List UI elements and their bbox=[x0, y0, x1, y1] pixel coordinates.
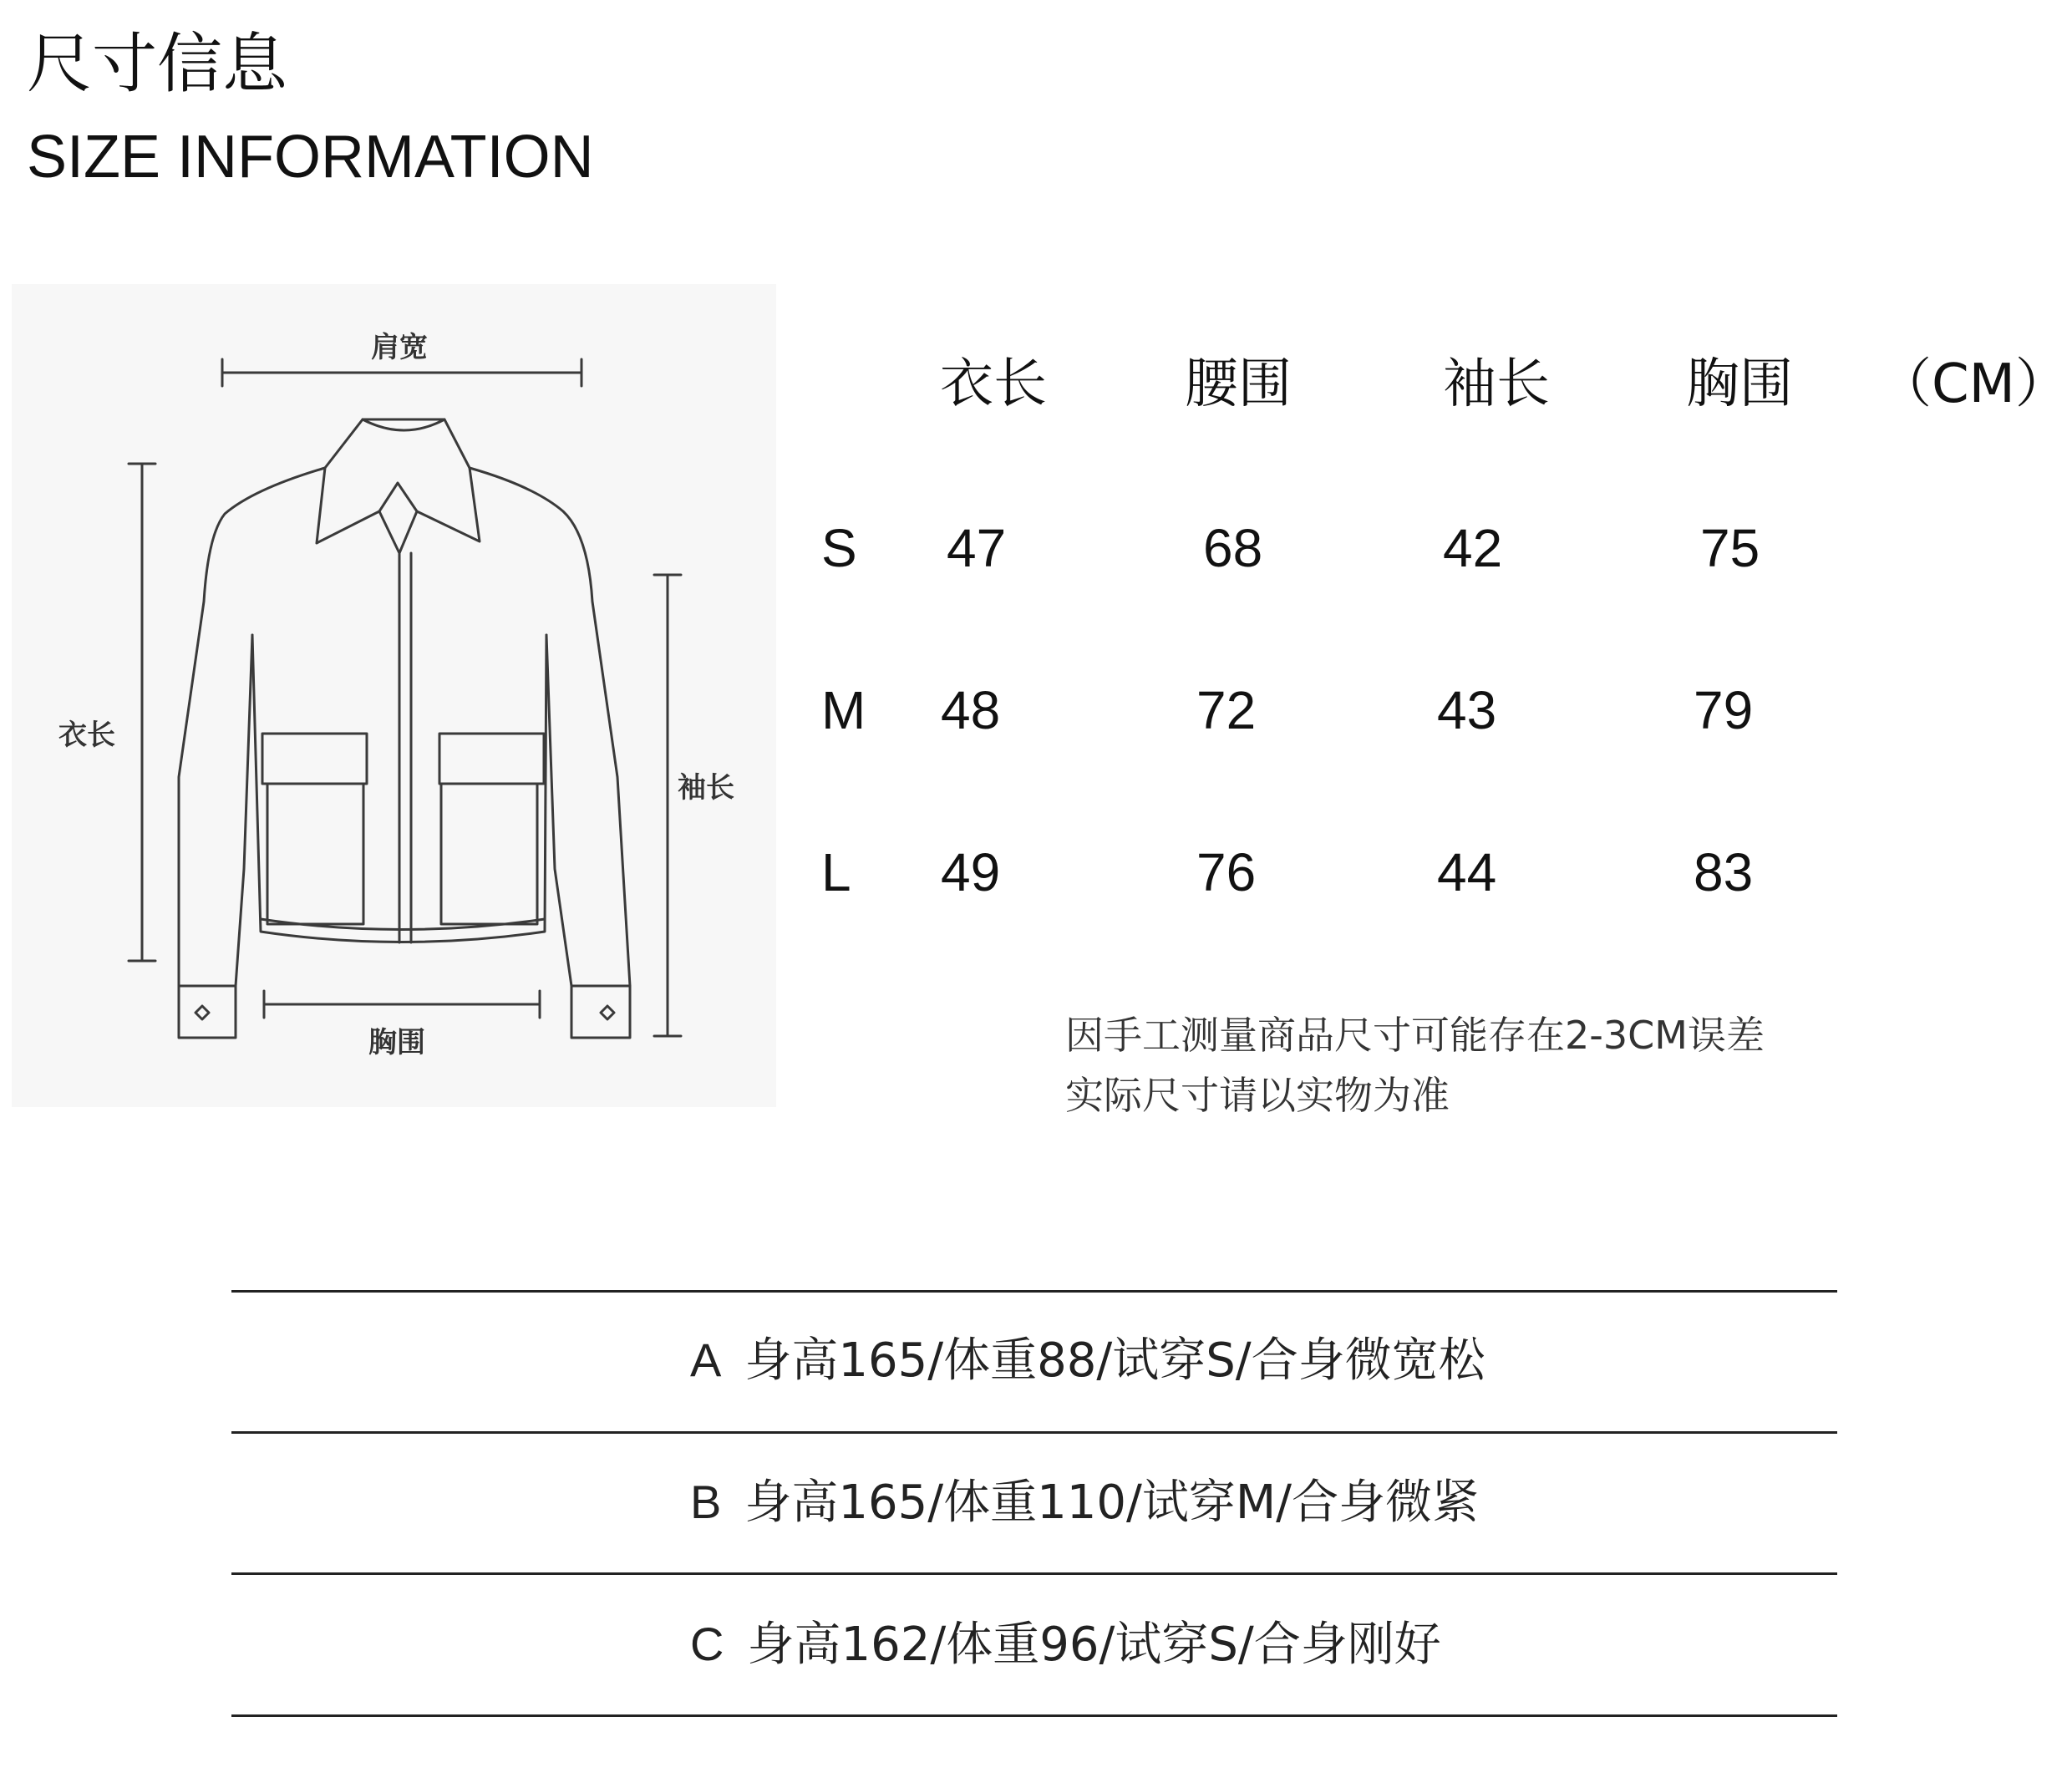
column-header-chest: 胸围 bbox=[1686, 353, 1793, 415]
fitting-letter: A bbox=[690, 1333, 722, 1386]
measurement-note-line2: 实际尺寸请以实物为准 bbox=[1065, 1073, 1450, 1118]
fitting-letter: C bbox=[690, 1618, 724, 1670]
table-cell: 83 bbox=[1694, 842, 1754, 902]
unit-label: （CM） bbox=[1878, 353, 2069, 415]
diagram-label-chest: 胸围 bbox=[368, 1026, 425, 1059]
table-cell: 72 bbox=[1196, 680, 1257, 740]
fitting-item-b bbox=[690, 1476, 1480, 1530]
page-title-en: SIZE INFORMATION bbox=[27, 124, 594, 190]
table-cell: 68 bbox=[1203, 518, 1263, 578]
measurement-note-line1: 因手工测量商品尺寸可能存在2-3CM误差 bbox=[1065, 1013, 1765, 1058]
fitting-item-a bbox=[690, 1333, 1485, 1388]
column-header-waist: 腰围 bbox=[1185, 353, 1292, 415]
fitting-text: 身高162/体重96/试穿S/合身刚好 bbox=[747, 1618, 1441, 1672]
table-cell: 48 bbox=[941, 680, 1001, 740]
table-cell: 47 bbox=[947, 518, 1007, 578]
sleeve-dimension-line bbox=[654, 575, 681, 1036]
fitting-item-c bbox=[690, 1618, 1441, 1672]
size-label-l: L bbox=[821, 842, 851, 902]
jacket-sketch bbox=[12, 284, 776, 1107]
column-header-sleeve: 袖长 bbox=[1443, 353, 1550, 415]
fitting-text: 身高165/体重88/试穿S/合身微宽松 bbox=[744, 1333, 1485, 1388]
diagram-label-length: 衣长 bbox=[58, 719, 115, 752]
table-cell: 79 bbox=[1694, 680, 1754, 740]
length-dimension-line bbox=[129, 464, 155, 961]
divider bbox=[231, 1431, 1837, 1434]
page-title-cn: 尺寸信息 bbox=[27, 27, 288, 102]
divider bbox=[231, 1572, 1837, 1575]
jacket-outline bbox=[179, 419, 630, 1038]
table-cell: 75 bbox=[1700, 518, 1760, 578]
chest-dimension-line bbox=[264, 991, 540, 1018]
jacket-diagram bbox=[12, 284, 776, 1107]
table-cell: 49 bbox=[941, 842, 1001, 902]
fitting-text: 身高165/体重110/试穿M/合身微紧 bbox=[744, 1476, 1480, 1530]
fitting-letter: B bbox=[690, 1476, 722, 1528]
diagram-label-shoulder: 肩宽 bbox=[371, 331, 428, 364]
size-label-s: S bbox=[821, 518, 857, 578]
column-header-length: 衣长 bbox=[940, 353, 1047, 415]
divider bbox=[231, 1714, 1837, 1717]
diagram-label-sleeve: 袖长 bbox=[678, 771, 734, 805]
table-cell: 76 bbox=[1196, 842, 1257, 902]
table-cell: 43 bbox=[1437, 680, 1497, 740]
table-cell: 44 bbox=[1437, 842, 1497, 902]
divider bbox=[231, 1290, 1837, 1293]
size-label-m: M bbox=[821, 680, 866, 740]
table-cell: 42 bbox=[1443, 518, 1503, 578]
